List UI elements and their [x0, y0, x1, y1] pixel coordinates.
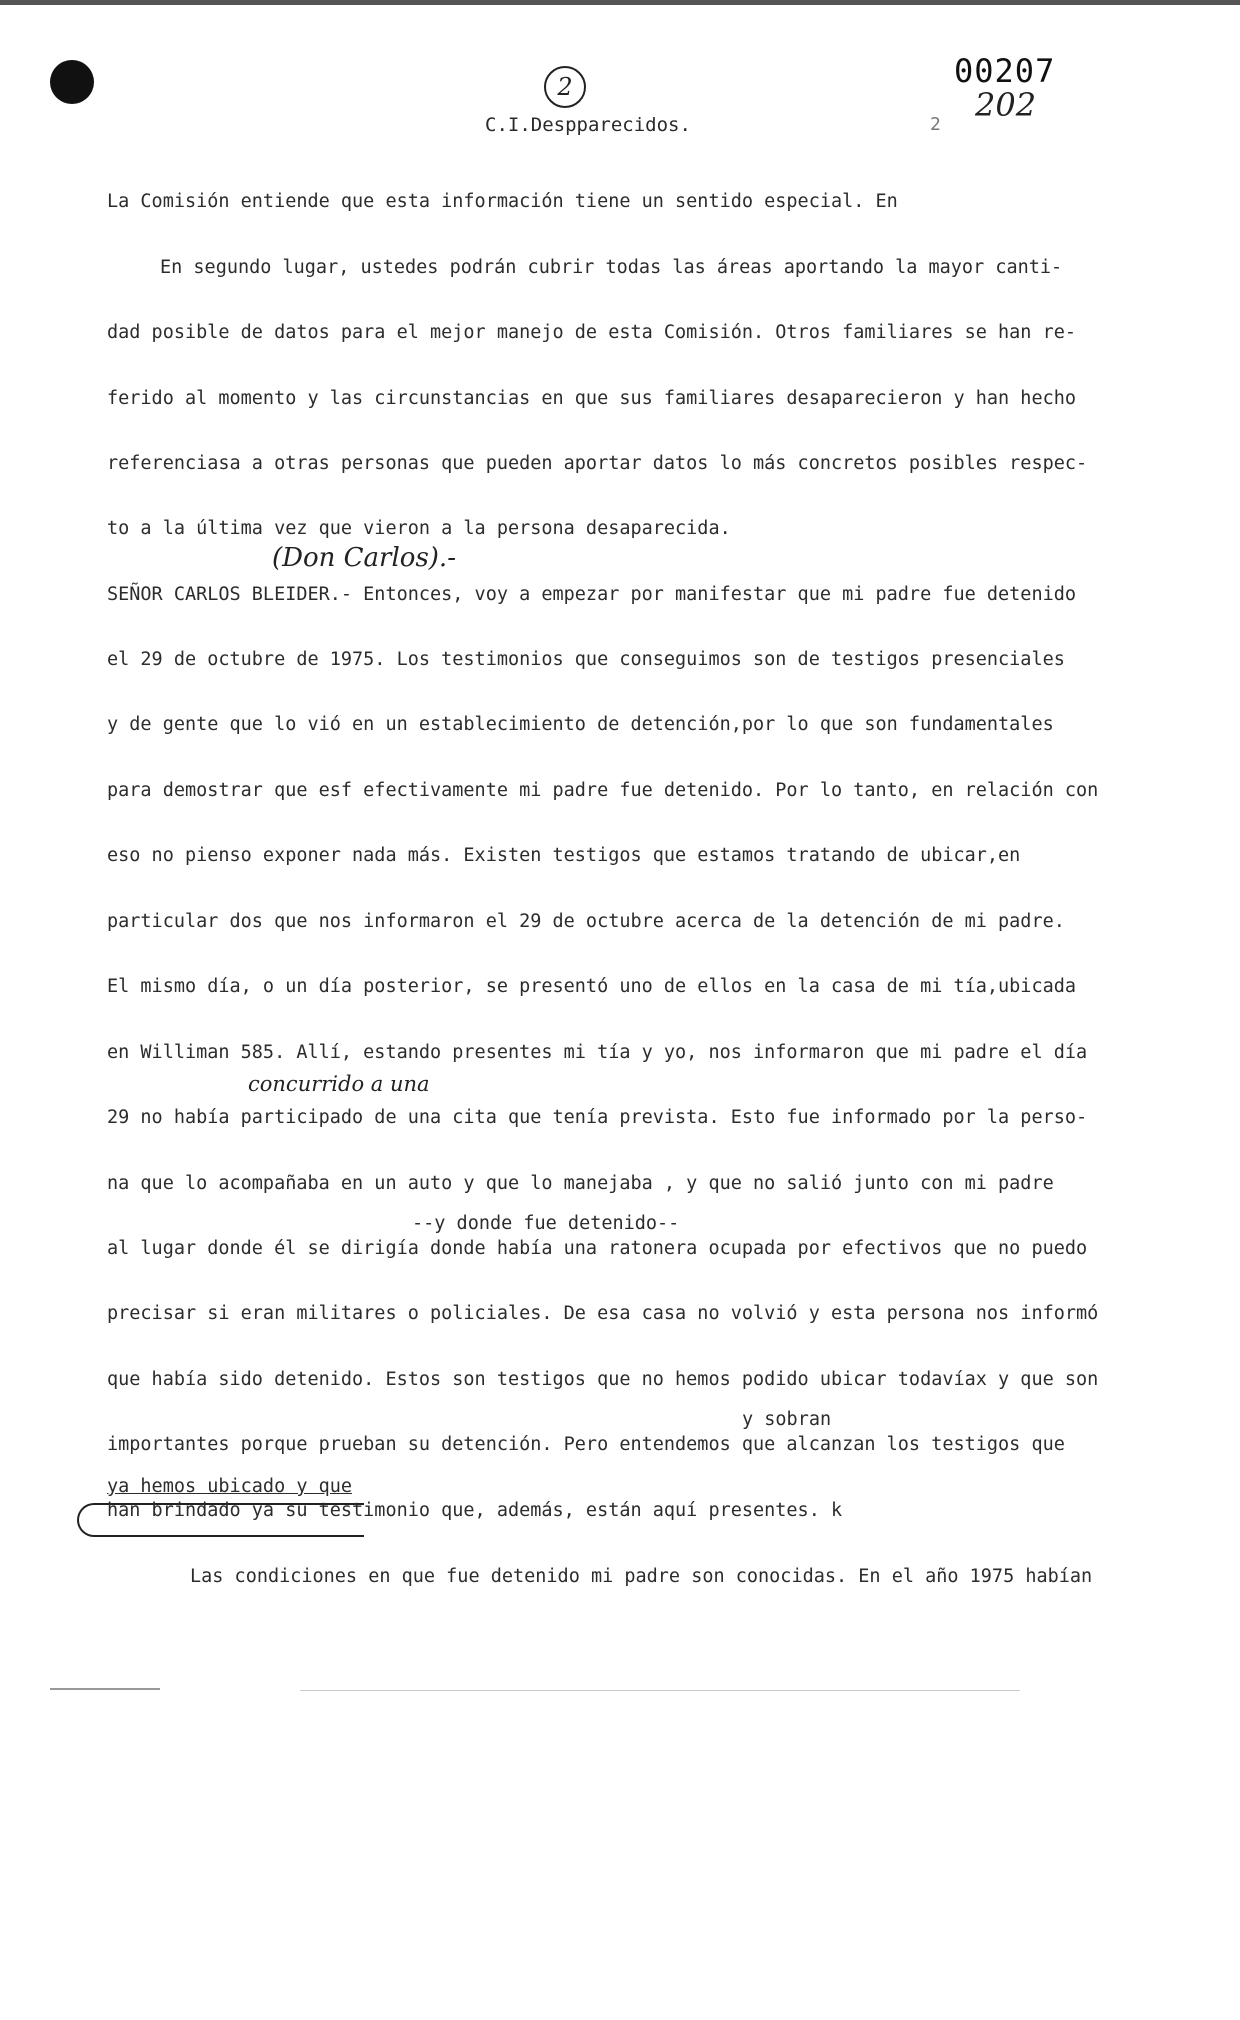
- text-line: dad posible de datos para el mejor manejo de esta Comisión. Otros familiares se han re-: [107, 322, 1077, 343]
- text-line: na que lo acompañaba en un auto y que lo manejaba , y que no salió junto con mi padre: [107, 1173, 1054, 1194]
- text-line: y de gente que lo vió en un establecimiento de detención,por lo que son fundamentales: [107, 714, 1054, 735]
- text-line: al lugar donde él se dirigía donde había una ratonera ocupada por efectivos que no puedo: [107, 1238, 1088, 1259]
- text-line: para demostrar que esf efectivamente mi padre fue detenido. Por lo tanto, en relación con: [107, 780, 1099, 801]
- text-line: han brindado ya su testimonio que, además, están aquí presentes. k: [107, 1500, 843, 1521]
- handwritten-correction: concurrido a una: [248, 1072, 430, 1096]
- handwritten-speaker-name: (Don Carlos).-: [272, 543, 456, 573]
- text-line: to a la última vez que vieron a la persona desaparecida.: [107, 518, 731, 539]
- speaker-line: SEÑOR CARLOS BLEIDER.- Entonces, voy a empezar por manifestar que mi padre fue detenido: [107, 584, 1077, 605]
- text-line: particular dos que nos informaron el 29 de octubre acerca de la detención de mi padre.: [107, 911, 1065, 932]
- text-line: el 29 de octubre de 1975. Los testimonios que conseguimos son de testigos presenciales: [107, 649, 1065, 670]
- page-header-title: C.I.Despparecidos.: [485, 114, 691, 136]
- text-line: referenciasa a otras personas que pueden aportar datos lo más concretos posibles respec-: [107, 453, 1088, 474]
- scan-artifact: [50, 1688, 160, 1690]
- punch-hole: [50, 60, 94, 104]
- circled-page-number: 2: [544, 66, 586, 108]
- typed-insertion: ya hemos ubicado y que: [107, 1476, 353, 1497]
- typed-insertion: y sobran: [742, 1409, 832, 1430]
- document-number-stamp: 00207: [954, 52, 1056, 90]
- text-line: que había sido detenido. Estos son testigos que no hemos podido ubicar todavíax y que son: [107, 1369, 1099, 1390]
- text-line: precisar si eran militares o policiales. De esa casa no volvió y esta persona nos informó: [107, 1303, 1099, 1324]
- text-line: importantes porque prueban su detención. Pero entendemos que alcanzan los testigos que: [107, 1434, 1065, 1455]
- document-number-handwritten: 202: [975, 86, 1037, 124]
- typed-insertion: --y donde fue detenido--: [412, 1213, 680, 1234]
- text-line: Las condiciones en que fue detenido mi padre son conocidas. En el año 1975 habían: [190, 1566, 1093, 1587]
- scan-top-edge: [0, 0, 1240, 5]
- text-line: En segundo lugar, ustedes podrán cubrir todas las áreas aportando la mayor canti-: [160, 257, 1063, 278]
- text-line: eso no pienso exponer nada más. Existen testigos que estamos tratando de ubicar,en: [107, 845, 1021, 866]
- text-line: 29 no había participado de una cita que tenía prevista. Esto fue informado por la perso-: [107, 1107, 1088, 1128]
- scan-artifact: [300, 1690, 1020, 1691]
- text-line: La Comisión entiende que esta información tiene un sentido especial. En: [107, 191, 898, 212]
- page-number: 2: [930, 114, 941, 135]
- text-line: en Williman 585. Allí, estando presentes mi tía y yo, nos informaron que mi padre el día: [107, 1042, 1088, 1063]
- text-line: ferido al momento y las circunstancias en que sus familiares desaparecieron y han hecho: [107, 388, 1077, 409]
- text-line: El mismo día, o un día posterior, se presentó uno de ellos en la casa de mi tía,ubicada: [107, 976, 1077, 997]
